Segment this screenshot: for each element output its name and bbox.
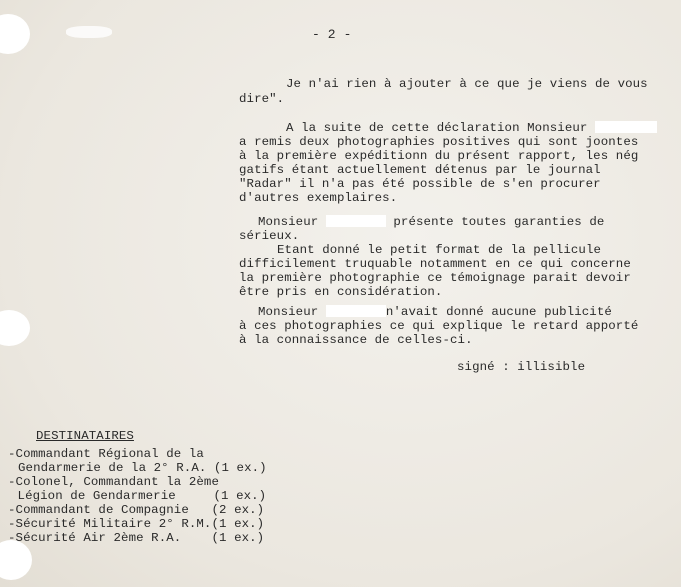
body-line: à la première expéditionn du présent rapport, les nég: [239, 149, 639, 163]
recipient-line: Légion de Gendarmerie (1 ex.): [10, 489, 267, 503]
body-line: à ces photographies ce qui explique le retard apporté: [239, 319, 639, 333]
body-line: la première photographie ce témoignage parait devoir: [239, 271, 631, 285]
signature: signé : illisible: [457, 360, 586, 374]
body-line: [286, 121, 657, 135]
body-text: Monsieur: [258, 215, 319, 229]
recipient-line: -Colonel, Commandant la 2ème: [8, 475, 219, 489]
punch-hole-middle: [0, 310, 30, 346]
redacted-name: [595, 121, 657, 133]
recipient-line: -Commandant Régional de la: [8, 447, 204, 461]
body-line: sérieux.: [239, 229, 300, 243]
body-text: n'avait donné aucune publicité: [385, 305, 612, 319]
punch-hole-bottom: [0, 540, 32, 580]
body-line: [258, 215, 604, 229]
body-line: Etant donné le petit format de la pellicule: [277, 243, 602, 257]
page-number: - 2 -: [312, 27, 352, 42]
recipient-line: -Commandant de Compagnie (2 ex.): [8, 503, 265, 517]
body-line: difficilement truquable notamment en ce qui concerne: [239, 257, 631, 271]
body-line: "Radar" il n'a pas été possible de s'en procurer: [239, 177, 601, 191]
recipient-line: -Sécurité Militaire 2° R.M.(1 ex.): [8, 517, 265, 531]
body-text: Monsieur: [258, 305, 319, 319]
body-line: être pris en considération.: [239, 285, 443, 299]
body-line: dire".: [239, 92, 285, 106]
recipient-line: -Sécurité Air 2ème R.A. (1 ex.): [8, 531, 265, 545]
body-line: à la connaissance de celles-ci.: [239, 333, 473, 347]
punch-hole-top: [0, 14, 30, 54]
redacted-name: [326, 215, 386, 227]
paper-tear: [66, 26, 112, 38]
body-line: gatifs étant actuellement détenus par le journal: [239, 163, 601, 177]
body-line: a remis deux photographies positives qui sont joontes: [239, 135, 639, 149]
recipient-line: Gendarmerie de la 2° R.A. (1 ex.): [18, 461, 267, 475]
redacted-name: [326, 305, 386, 317]
body-line: [258, 305, 612, 319]
body-line: d'autres exemplaires.: [239, 191, 398, 205]
destinataires-heading: DESTINATAIRES: [36, 429, 134, 443]
body-line: Je n'ai rien à ajouter à ce que je viens de vous: [286, 77, 648, 91]
body-text: A la suite de cette déclaration Monsieur: [286, 121, 588, 135]
body-text: présente toutes garanties de: [393, 215, 605, 229]
